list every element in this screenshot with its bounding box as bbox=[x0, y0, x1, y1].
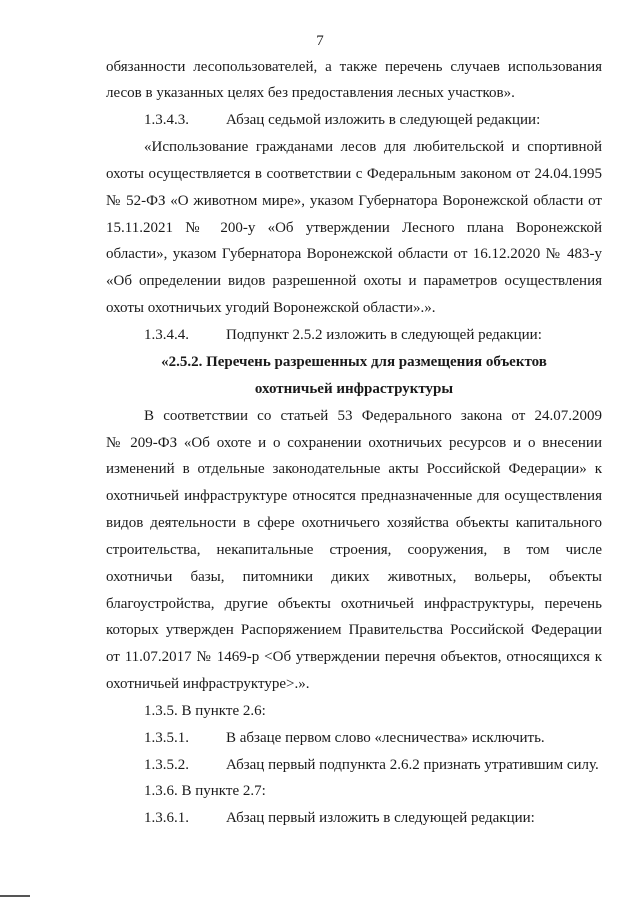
paragraph-line: строительства, некапитальные строения, сооружения, в том числе bbox=[106, 542, 602, 558]
page-number: 7 bbox=[316, 33, 324, 49]
item-1-3-5-1 bbox=[144, 729, 640, 747]
item-number: 1.3.4.4. bbox=[144, 327, 189, 343]
item-1-3-6: 1.3.6. В пункте 2.7: bbox=[144, 783, 266, 799]
item-1-3-4-3 bbox=[144, 111, 640, 129]
section-heading: «2.5.2. Перечень разрешенных для размещения объектов bbox=[161, 354, 547, 370]
paragraph-line: охотничьи базы, питомники диких животных, вольеры, объекты bbox=[106, 569, 602, 585]
paragraph-line: которых утвержден Распоряжением Правительства Российской Федерации bbox=[106, 622, 602, 638]
paragraph-line: охоты охотничьих угодий Воронежской области».». bbox=[106, 300, 436, 316]
paragraph-line: «Об определении видов разрешенной охоты и параметров осуществления bbox=[106, 273, 602, 289]
paragraph-line: В соответствии со статьей 53 Федерального закона от 24.07.2009 bbox=[144, 408, 602, 424]
item-number: 1.3.5.2. bbox=[144, 757, 189, 773]
paragraph-line: лесов в указанных целях без предоставления лесных участков». bbox=[106, 85, 515, 101]
item-text: Подпункт 2.5.2 изложить в следующей редакции: bbox=[226, 327, 542, 343]
item-text: Абзац седьмой изложить в следующей редакции: bbox=[226, 112, 541, 128]
paragraph-line: охотничьей инфраструктуре>.». bbox=[106, 676, 310, 692]
paragraph-line: охотничьей инфраструктуре относятся предназначенные для осуществления bbox=[106, 488, 602, 504]
item-text: Абзац первый подпункта 2.6.2 признать утратившим силу. bbox=[226, 757, 599, 773]
item-text: В абзаце первом слово «лесничества» исключить. bbox=[226, 730, 545, 746]
item-number: 1.3.6.1. bbox=[144, 810, 189, 826]
paragraph-line: № 52-ФЗ «О животном мире», указом Губернатора Воронежской области от bbox=[106, 193, 602, 209]
paragraph-line: 15.11.2021 № 200-у «Об утверждении Лесного плана Воронежской bbox=[106, 220, 602, 236]
paragraph-line: от 11.07.2017 № 1469-р <Об утверждении перечня объектов, относящихся к bbox=[106, 649, 602, 665]
item-1-3-5: 1.3.5. В пункте 2.6: bbox=[144, 703, 266, 719]
paragraph-line: «Использование гражданами лесов для любительской и спортивной bbox=[144, 139, 602, 155]
item-1-3-4-4 bbox=[144, 326, 640, 344]
paragraph-line: охоты осуществляется в соответствии с Федеральным законом от 24.04.1995 bbox=[106, 166, 602, 182]
paragraph-line: изменений в отдельные законодательные акты Российской Федерации» к bbox=[106, 461, 602, 477]
item-number: 1.3.5.1. bbox=[144, 730, 189, 746]
paragraph-line: видов деятельности в сфере охотничьего хозяйства объекты капитального bbox=[106, 515, 602, 531]
item-text: Абзац первый изложить в следующей редакции: bbox=[226, 810, 535, 826]
item-number: 1.3.4.3. bbox=[144, 112, 189, 128]
item-1-3-6-1 bbox=[144, 809, 640, 827]
scan-edge-mark bbox=[0, 895, 30, 897]
item-1-3-5-2 bbox=[144, 756, 640, 774]
section-heading: охотничьей инфраструктуры bbox=[254, 381, 454, 397]
paragraph-line: обязанности лесопользователей, а также перечень случаев использования bbox=[106, 59, 602, 75]
paragraph-line: области», указом Губернатора Воронежской области от 16.12.2020 № 483-у bbox=[106, 246, 602, 262]
paragraph-line: № 209-ФЗ «Об охоте и о сохранении охотничьих ресурсов и о внесении bbox=[106, 435, 602, 451]
paragraph-line: благоустройства, другие объекты охотничьей инфраструктуры, перечень bbox=[106, 596, 602, 612]
